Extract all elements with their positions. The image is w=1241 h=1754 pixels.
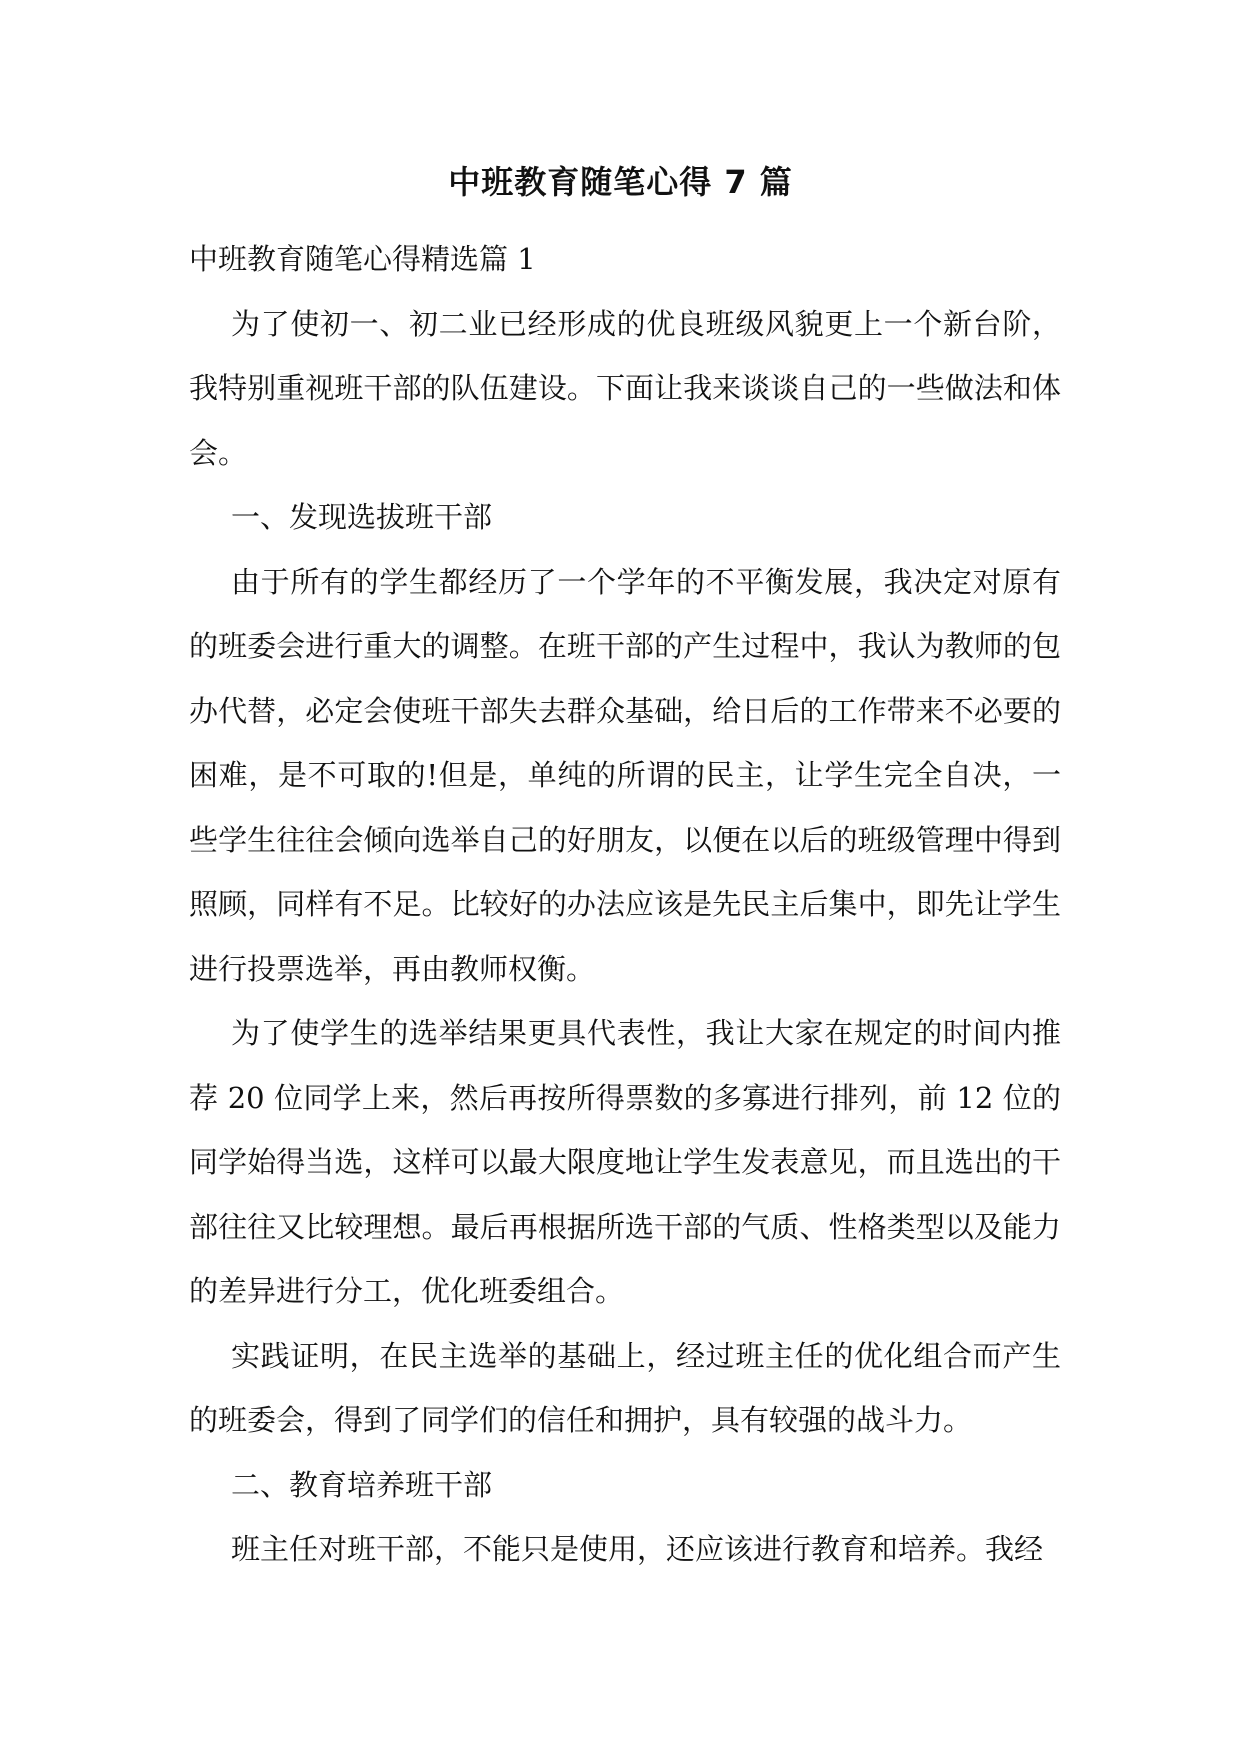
subheading: 二、教育培养班干部 — [231, 1467, 493, 1502]
document-title: 中班教育随笔心得 7 篇 — [448, 163, 793, 201]
paragraph: 为了使学生的选举结果更具代表性，我让大家在规定的时间内推荐 20 位同学上来，然后再按所得票数的多寡进行排列，前 12 位的同学始得当选，这样可以最大限度地让学生发表意见，而且选出的干部往往又比较理想。最后再根据所选干部的气质、性格类型以及能力的差异进行分工，优化班委组合。 — [189, 1016, 1061, 1308]
paragraph: 为了使初一、初二业已经形成的优良班级风貌更上一个新台阶，我特别重视班干部的队伍建设。下面让我来谈谈自己的一些做法和体会。 — [189, 306, 1061, 470]
section-heading: 中班教育随笔心得精选篇 1 — [189, 242, 536, 276]
paragraph: 班主任对班干部，不能只是使用，还应该进行教育和培养。我经 — [231, 1532, 1044, 1566]
paragraph: 由于所有的学生都经历了一个学年的不平衡发展，我决定对原有的班委会进行重大的调整。在班干部的产生过程中，我认为教师的包办代替，必定会使班干部失去群众基础，给日后的工作带来不必要的困难，是不可取的!但是，单纯的所谓的民主，让学生完全自决，一些学生往往会倾向选举自己的好朋友，以便在以后的班级管理中得到照顾，同样有不足。比较好的办法应该是先民主后集中，即先让学生进行投票选举，再由教师权衡。 — [189, 564, 1061, 986]
document-body — [189, 227, 1061, 1582]
subheading: 一、发现选拔班干部 — [231, 500, 493, 534]
paragraph: 实践证明，在民主选举的基础上，经过班主任的优化组合而产生的班委会，得到了同学们的信任和拥护，具有较强的战斗力。 — [189, 1338, 1061, 1437]
